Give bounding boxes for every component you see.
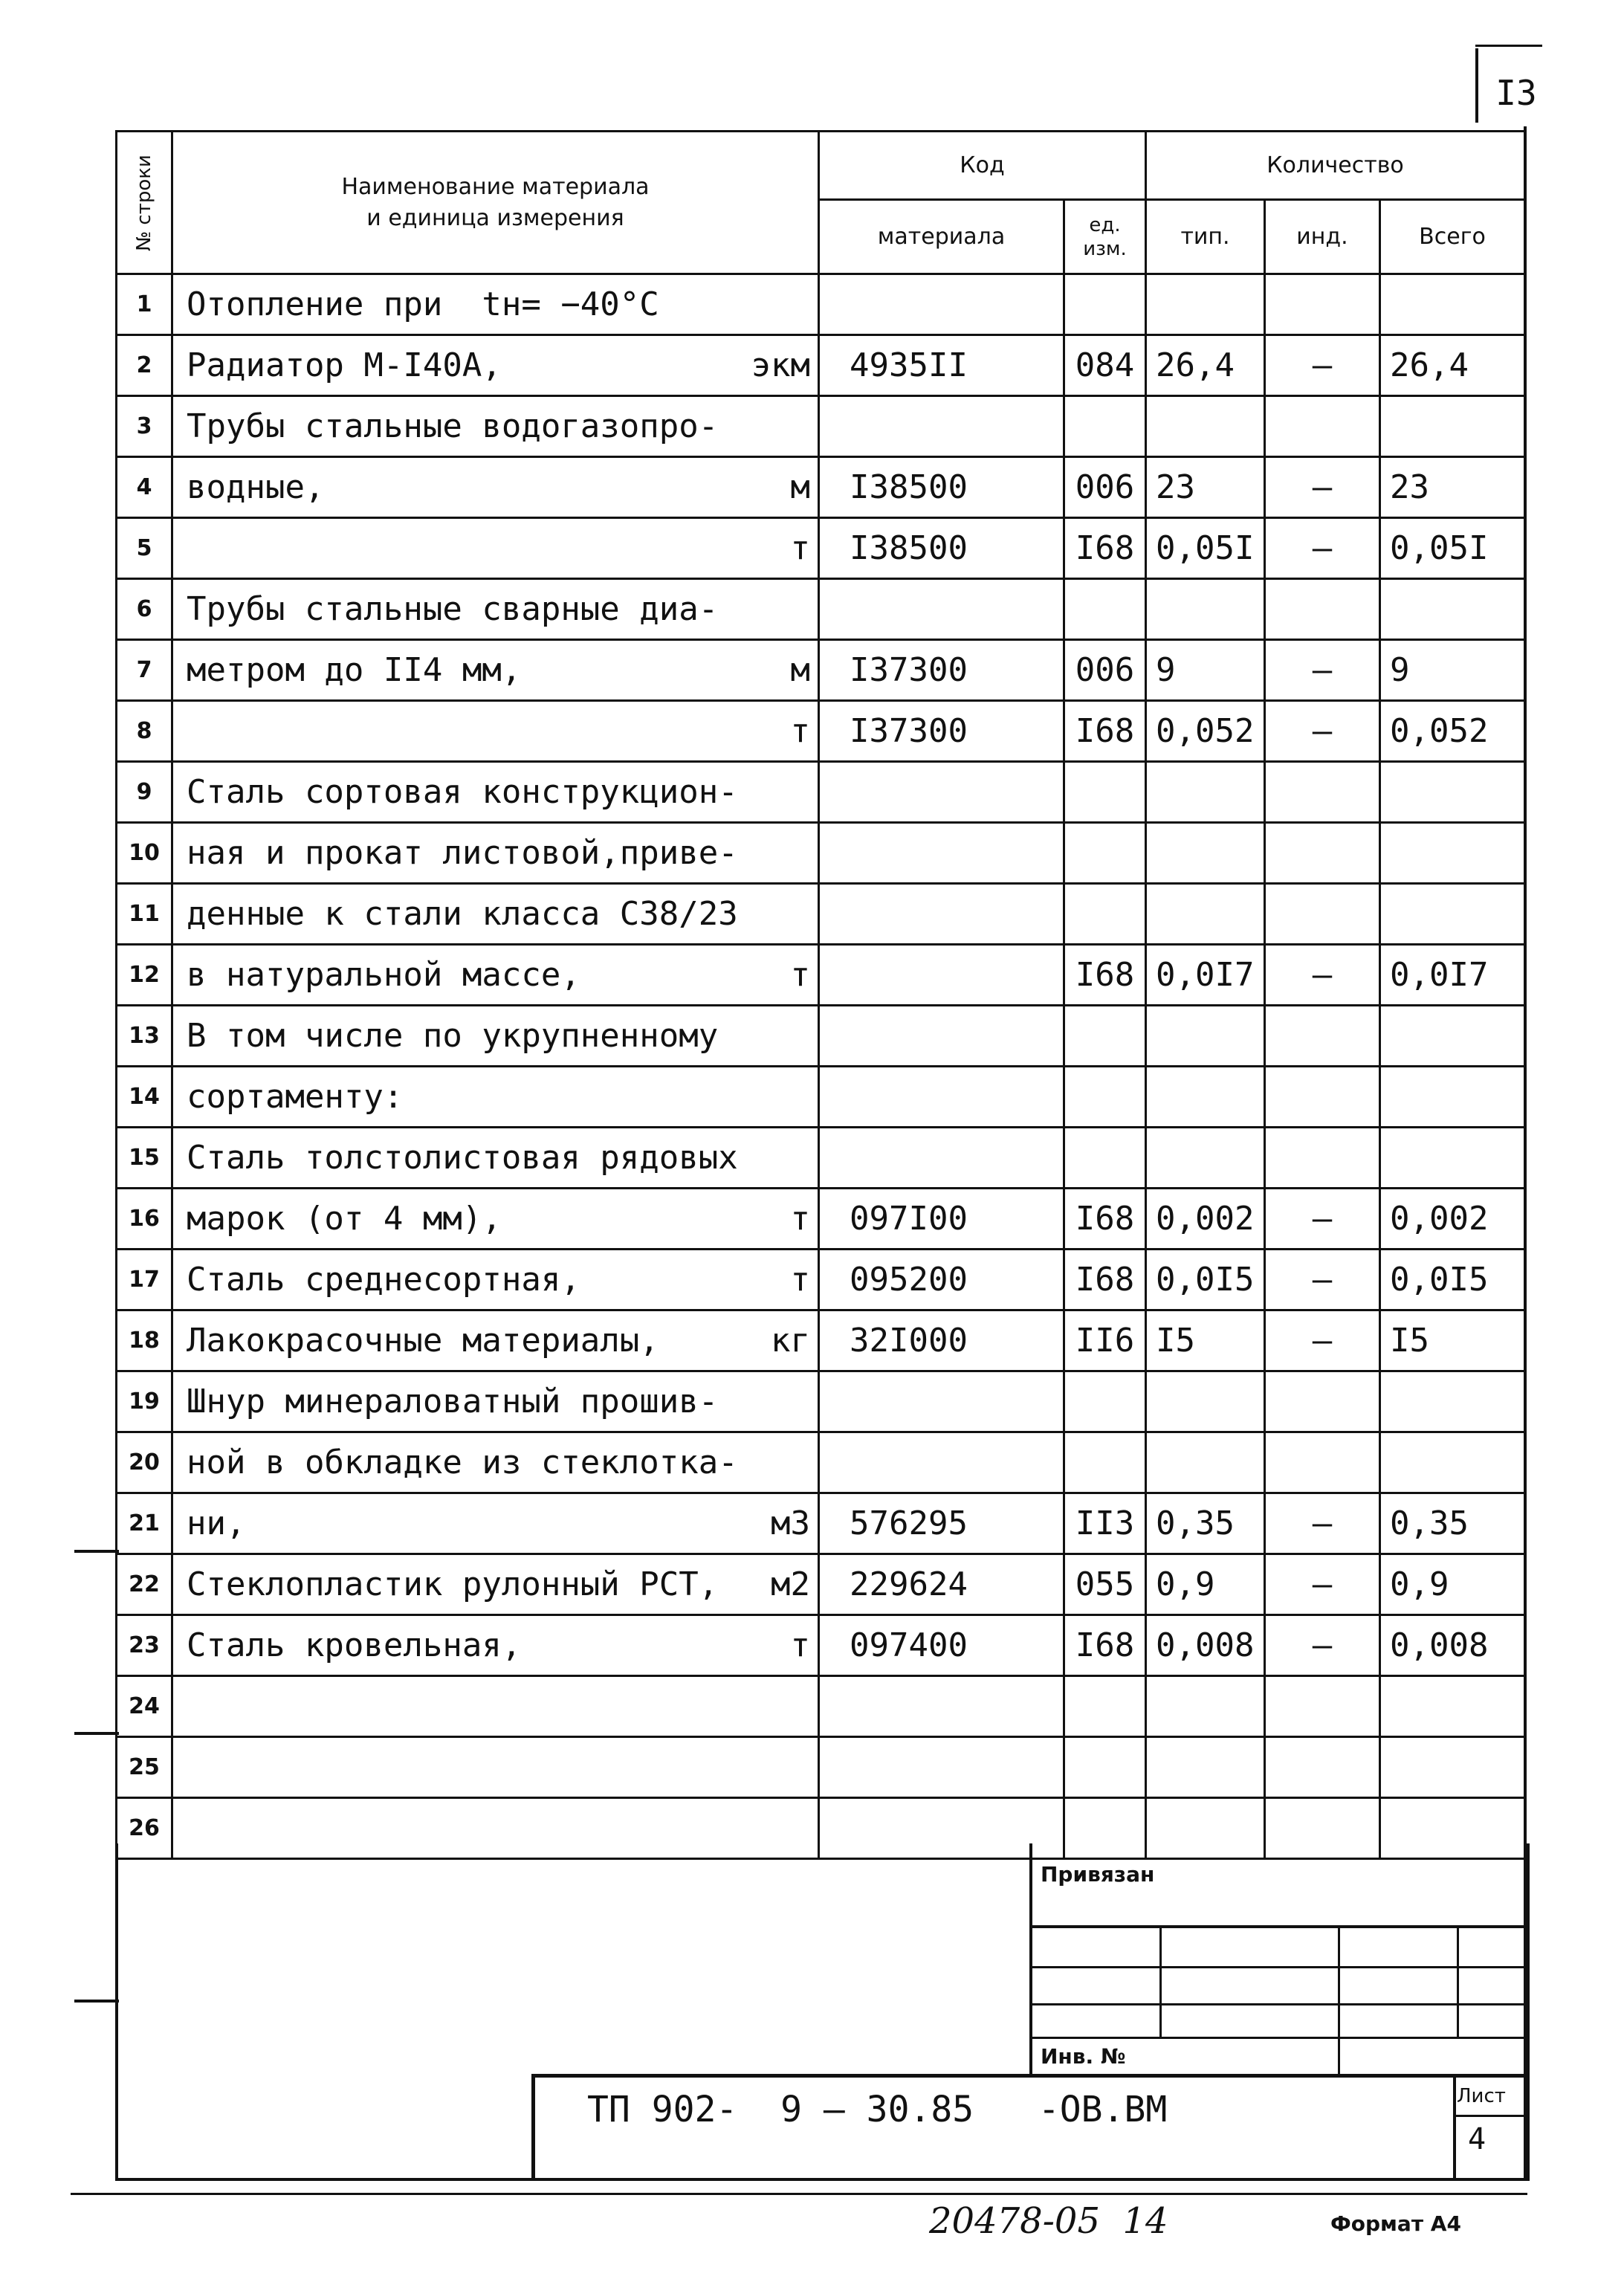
table-row bbox=[117, 701, 1525, 762]
margin-mark bbox=[74, 1732, 119, 1735]
material-name bbox=[172, 1128, 819, 1189]
qty-ind: – bbox=[1265, 1554, 1380, 1615]
qty-typ: I5 bbox=[1146, 1310, 1265, 1371]
material-name bbox=[172, 274, 819, 335]
qty-ind bbox=[1265, 823, 1380, 884]
row-number: 9 bbox=[117, 762, 172, 823]
qty-ind bbox=[1265, 396, 1380, 457]
row-number: 6 bbox=[117, 579, 172, 640]
divider bbox=[1453, 2115, 1524, 2117]
unit-code bbox=[1064, 1737, 1146, 1798]
material-name-text: водные, bbox=[187, 468, 325, 506]
unit-code: I68 bbox=[1064, 518, 1146, 579]
divider bbox=[1159, 1925, 1162, 2037]
qty-ind: – bbox=[1265, 640, 1380, 701]
qty-ind bbox=[1265, 762, 1380, 823]
unit-code: I68 bbox=[1064, 701, 1146, 762]
qty-typ: 0,0I5 bbox=[1146, 1250, 1265, 1310]
table-row bbox=[117, 1737, 1525, 1798]
qty-typ bbox=[1146, 396, 1265, 457]
material-name bbox=[172, 457, 819, 518]
unit-code bbox=[1064, 1371, 1146, 1432]
unit-code: 006 bbox=[1064, 640, 1146, 701]
qty-typ: 0,05I bbox=[1146, 518, 1265, 579]
header-qty-total: Всего bbox=[1380, 200, 1525, 274]
divider bbox=[1453, 2074, 1456, 2178]
table-row bbox=[117, 945, 1525, 1006]
row-number: 24 bbox=[117, 1676, 172, 1737]
material-name bbox=[172, 640, 819, 701]
unit-of-measure: м bbox=[790, 651, 810, 689]
qty-ind bbox=[1265, 1676, 1380, 1737]
table-row bbox=[117, 1432, 1525, 1493]
material-name bbox=[172, 1006, 819, 1067]
table-row bbox=[117, 518, 1525, 579]
unit-of-measure: экм bbox=[751, 346, 810, 384]
unit-code: 006 bbox=[1064, 457, 1146, 518]
qty-ind: – bbox=[1265, 335, 1380, 396]
qty-total: 26,4 bbox=[1380, 335, 1525, 396]
unit-code: I68 bbox=[1064, 945, 1146, 1006]
material-code bbox=[819, 1128, 1064, 1189]
qty-total bbox=[1380, 1371, 1525, 1432]
material-name bbox=[172, 1737, 819, 1798]
qty-ind: – bbox=[1265, 457, 1380, 518]
material-code: 4935II bbox=[819, 335, 1064, 396]
unit-of-measure: т bbox=[790, 1626, 810, 1664]
material-code: 32I000 bbox=[819, 1310, 1064, 1371]
unit-code bbox=[1064, 884, 1146, 945]
qty-typ: 0,0I7 bbox=[1146, 945, 1265, 1006]
material-code bbox=[819, 823, 1064, 884]
material-name-text: В том числе по укрупненному bbox=[187, 1017, 719, 1055]
material-name-text: сортаменту: bbox=[187, 1078, 404, 1116]
qty-ind bbox=[1265, 884, 1380, 945]
material-code bbox=[819, 1432, 1064, 1493]
header-qty-ind: инд. bbox=[1265, 200, 1380, 274]
material-name bbox=[172, 1493, 819, 1554]
table-row bbox=[117, 335, 1525, 396]
qty-typ bbox=[1146, 1432, 1265, 1493]
material-name-text: Сталь сортовая конструкцион- bbox=[187, 773, 738, 811]
table-row bbox=[117, 1554, 1525, 1615]
table-row bbox=[117, 1250, 1525, 1310]
material-name-text: ни, bbox=[187, 1504, 246, 1542]
row-number: 20 bbox=[117, 1432, 172, 1493]
material-name bbox=[172, 1676, 819, 1737]
qty-ind bbox=[1265, 1006, 1380, 1067]
unit-of-measure: кг bbox=[771, 1322, 810, 1360]
material-name bbox=[172, 1371, 819, 1432]
unit-of-measure: м bbox=[790, 468, 810, 506]
qty-ind: – bbox=[1265, 1310, 1380, 1371]
qty-ind: – bbox=[1265, 701, 1380, 762]
qty-typ bbox=[1146, 1067, 1265, 1128]
row-number: 14 bbox=[117, 1067, 172, 1128]
material-name bbox=[172, 1189, 819, 1250]
stamp-top-line bbox=[531, 2074, 1524, 2078]
unit-code bbox=[1064, 274, 1146, 335]
qty-ind bbox=[1265, 1737, 1380, 1798]
header-code-unit: ед. изм. bbox=[1064, 200, 1146, 274]
row-number: 17 bbox=[117, 1250, 172, 1310]
material-code: 576295 bbox=[819, 1493, 1064, 1554]
material-name-text: Сталь толстолистовая рядовых bbox=[187, 1139, 738, 1177]
stamp-left-line bbox=[531, 2074, 535, 2178]
unit-code bbox=[1064, 1676, 1146, 1737]
margin-mark bbox=[74, 2000, 119, 2003]
bottom-line bbox=[71, 2193, 1527, 2195]
qty-ind bbox=[1265, 579, 1380, 640]
qty-ind bbox=[1265, 1432, 1380, 1493]
divider bbox=[1029, 1843, 1032, 2074]
row-number: 12 bbox=[117, 945, 172, 1006]
row-number: 10 bbox=[117, 823, 172, 884]
bound-label: Привязан bbox=[1041, 1862, 1155, 1887]
table-row bbox=[117, 1067, 1525, 1128]
row-number: 1 bbox=[117, 274, 172, 335]
unit-code bbox=[1064, 1128, 1146, 1189]
row-number: 7 bbox=[117, 640, 172, 701]
qty-typ: 0,008 bbox=[1146, 1615, 1265, 1676]
material-code: I37300 bbox=[819, 701, 1064, 762]
row-number: 21 bbox=[117, 1493, 172, 1554]
table-row bbox=[117, 1128, 1525, 1189]
material-name-text: марок (от 4 мм), bbox=[187, 1200, 502, 1238]
table-row bbox=[117, 640, 1525, 701]
page-number-frame bbox=[1475, 45, 1542, 47]
material-name-text: Лакокрасочные материалы, bbox=[187, 1322, 659, 1360]
qty-typ bbox=[1146, 1006, 1265, 1067]
row-number: 11 bbox=[117, 884, 172, 945]
unit-code bbox=[1064, 396, 1146, 457]
qty-total bbox=[1380, 884, 1525, 945]
qty-typ bbox=[1146, 884, 1265, 945]
unit-of-measure: м2 bbox=[771, 1565, 810, 1603]
qty-total: 0,35 bbox=[1380, 1493, 1525, 1554]
qty-total bbox=[1380, 1737, 1525, 1798]
divider bbox=[1457, 1925, 1459, 2037]
row-number: 22 bbox=[117, 1554, 172, 1615]
page-number: I3 bbox=[1495, 73, 1537, 113]
table-row bbox=[117, 1189, 1525, 1250]
material-code: 097400 bbox=[819, 1615, 1064, 1676]
material-code: 229624 bbox=[819, 1554, 1064, 1615]
unit-code: II6 bbox=[1064, 1310, 1146, 1371]
material-name bbox=[172, 335, 819, 396]
format-label: Формат А4 bbox=[1330, 2211, 1461, 2236]
material-name bbox=[172, 1615, 819, 1676]
sheet-number: 4 bbox=[1468, 2122, 1486, 2156]
material-name bbox=[172, 884, 819, 945]
material-name bbox=[172, 1250, 819, 1310]
material-name-text: денные к стали класса С38/23 bbox=[187, 895, 738, 933]
material-code: I38500 bbox=[819, 457, 1064, 518]
qty-total bbox=[1380, 1006, 1525, 1067]
qty-typ: 26,4 bbox=[1146, 335, 1265, 396]
material-code: 095200 bbox=[819, 1250, 1064, 1310]
qty-ind: – bbox=[1265, 1615, 1380, 1676]
divider bbox=[1029, 2003, 1524, 2005]
material-code: I38500 bbox=[819, 518, 1064, 579]
row-number: 8 bbox=[117, 701, 172, 762]
table-row bbox=[117, 1006, 1525, 1067]
qty-total: 0,052 bbox=[1380, 701, 1525, 762]
material-name-text: метром до II4 мм, bbox=[187, 651, 522, 689]
material-code bbox=[819, 1006, 1064, 1067]
material-name bbox=[172, 579, 819, 640]
unit-code: II3 bbox=[1064, 1493, 1146, 1554]
qty-ind: – bbox=[1265, 1189, 1380, 1250]
material-name bbox=[172, 1554, 819, 1615]
table-row bbox=[117, 1371, 1525, 1432]
material-code bbox=[819, 579, 1064, 640]
material-code: 097I00 bbox=[819, 1189, 1064, 1250]
qty-total bbox=[1380, 1676, 1525, 1737]
row-number: 23 bbox=[117, 1615, 172, 1676]
table-row bbox=[117, 1493, 1525, 1554]
qty-typ: 0,052 bbox=[1146, 701, 1265, 762]
unit-of-measure: т bbox=[790, 529, 810, 567]
qty-total: I5 bbox=[1380, 1310, 1525, 1371]
qty-total bbox=[1380, 1067, 1525, 1128]
table-row bbox=[117, 884, 1525, 945]
qty-total bbox=[1380, 762, 1525, 823]
archive-number: 20478-05 14 bbox=[929, 2200, 1168, 2242]
unit-code: I68 bbox=[1064, 1615, 1146, 1676]
qty-typ: 0,9 bbox=[1146, 1554, 1265, 1615]
qty-total bbox=[1380, 823, 1525, 884]
material-name-text: Отопление при tн= −40°С bbox=[187, 285, 659, 323]
divider bbox=[1029, 1925, 1524, 1928]
qty-ind: – bbox=[1265, 518, 1380, 579]
qty-total: 0,002 bbox=[1380, 1189, 1525, 1250]
unit-of-measure: м3 bbox=[771, 1504, 810, 1542]
qty-ind: – bbox=[1265, 1493, 1380, 1554]
material-name bbox=[172, 1310, 819, 1371]
material-name bbox=[172, 762, 819, 823]
unit-code bbox=[1064, 762, 1146, 823]
unit-of-measure: т bbox=[790, 1261, 810, 1299]
material-code bbox=[819, 274, 1064, 335]
header-row-number: № строки bbox=[117, 132, 172, 274]
unit-code bbox=[1064, 1006, 1146, 1067]
row-number: 3 bbox=[117, 396, 172, 457]
qty-total: 0,05I bbox=[1380, 518, 1525, 579]
qty-ind bbox=[1265, 1067, 1380, 1128]
unit-code bbox=[1064, 1432, 1146, 1493]
unit-of-measure: т bbox=[790, 712, 810, 750]
divider bbox=[1029, 2037, 1524, 2039]
material-name bbox=[172, 1067, 819, 1128]
material-code bbox=[819, 945, 1064, 1006]
row-number: 19 bbox=[117, 1371, 172, 1432]
material-code bbox=[819, 1676, 1064, 1737]
qty-typ bbox=[1146, 274, 1265, 335]
material-name bbox=[172, 945, 819, 1006]
row-number: 2 bbox=[117, 335, 172, 396]
qty-total: 0,9 bbox=[1380, 1554, 1525, 1615]
table-row bbox=[117, 762, 1525, 823]
qty-total bbox=[1380, 274, 1525, 335]
material-code bbox=[819, 1371, 1064, 1432]
row-number: 5 bbox=[117, 518, 172, 579]
row-number: 26 bbox=[117, 1798, 172, 1859]
material-code bbox=[819, 762, 1064, 823]
header-quantity: Количество bbox=[1146, 132, 1525, 200]
table-row bbox=[117, 396, 1525, 457]
qty-total: 0,0I5 bbox=[1380, 1250, 1525, 1310]
unit-code: 084 bbox=[1064, 335, 1146, 396]
qty-ind bbox=[1265, 1371, 1380, 1432]
document-designation: ТП 902- 9 – 30.85 -ОВ.ВМ bbox=[587, 2089, 1168, 2130]
material-code: I37300 bbox=[819, 640, 1064, 701]
row-number: 18 bbox=[117, 1310, 172, 1371]
qty-typ: 0,35 bbox=[1146, 1493, 1265, 1554]
row-number: 4 bbox=[117, 457, 172, 518]
qty-ind: – bbox=[1265, 945, 1380, 1006]
page-number-divider bbox=[1475, 48, 1479, 123]
table-row bbox=[117, 1310, 1525, 1371]
header-code-material: материала bbox=[819, 200, 1064, 274]
material-name-text: Радиатор М-I40А, bbox=[187, 346, 502, 384]
material-name bbox=[172, 396, 819, 457]
material-name-text: Трубы стальные водогазопро- bbox=[187, 407, 719, 445]
qty-typ: 23 bbox=[1146, 457, 1265, 518]
table-row bbox=[117, 579, 1525, 640]
table-row bbox=[117, 457, 1525, 518]
inventory-label: Инв. № bbox=[1041, 2044, 1126, 2069]
unit-code: 055 bbox=[1064, 1554, 1146, 1615]
qty-typ bbox=[1146, 1371, 1265, 1432]
margin-mark bbox=[74, 1550, 119, 1553]
unit-code bbox=[1064, 1067, 1146, 1128]
material-code bbox=[819, 1067, 1064, 1128]
qty-total: 0,0I7 bbox=[1380, 945, 1525, 1006]
qty-typ: 9 bbox=[1146, 640, 1265, 701]
qty-ind bbox=[1265, 1128, 1380, 1189]
qty-typ bbox=[1146, 579, 1265, 640]
divider bbox=[1029, 1966, 1524, 1968]
qty-typ bbox=[1146, 762, 1265, 823]
unit-code bbox=[1064, 579, 1146, 640]
qty-total bbox=[1380, 1432, 1525, 1493]
unit-of-measure: т bbox=[790, 1200, 810, 1238]
qty-total bbox=[1380, 579, 1525, 640]
table-row bbox=[117, 1676, 1525, 1737]
material-name-text: Стеклопластик рулонный РСТ, bbox=[187, 1565, 719, 1603]
row-number: 16 bbox=[117, 1189, 172, 1250]
material-code bbox=[819, 1737, 1064, 1798]
qty-typ bbox=[1146, 1128, 1265, 1189]
material-code bbox=[819, 884, 1064, 945]
material-name-text: Сталь среднесортная, bbox=[187, 1261, 580, 1299]
qty-typ bbox=[1146, 1676, 1265, 1737]
header-name: Наименование материала и единица измерения bbox=[172, 132, 819, 274]
material-name bbox=[172, 518, 819, 579]
material-name bbox=[172, 823, 819, 884]
qty-total: 23 bbox=[1380, 457, 1525, 518]
material-name bbox=[172, 701, 819, 762]
divider bbox=[1338, 1925, 1340, 2074]
table-row bbox=[117, 274, 1525, 335]
qty-ind: – bbox=[1265, 1250, 1380, 1310]
unit-code: I68 bbox=[1064, 1250, 1146, 1310]
material-name-text: ной в обкладке из стеклотка- bbox=[187, 1444, 738, 1481]
material-code bbox=[819, 396, 1064, 457]
header-qty-typ: тип. bbox=[1146, 200, 1265, 274]
qty-total bbox=[1380, 1128, 1525, 1189]
row-number: 25 bbox=[117, 1737, 172, 1798]
material-name-text: Шнур минераловатный прошив- bbox=[187, 1383, 719, 1420]
material-name-text: Трубы стальные сварные диа- bbox=[187, 590, 719, 628]
qty-total: 0,008 bbox=[1380, 1615, 1525, 1676]
table-row bbox=[117, 823, 1525, 884]
row-number: 13 bbox=[117, 1006, 172, 1067]
sheet-label: Лист bbox=[1457, 2085, 1506, 2107]
unit-code bbox=[1064, 823, 1146, 884]
header-code: Код bbox=[819, 132, 1146, 200]
material-name-text: Сталь кровельная, bbox=[187, 1626, 522, 1664]
qty-total: 9 bbox=[1380, 640, 1525, 701]
material-name-text: ная и прокат листовой,приве- bbox=[187, 834, 738, 872]
qty-typ bbox=[1146, 823, 1265, 884]
materials-table bbox=[115, 130, 1526, 1860]
table-row bbox=[117, 1615, 1525, 1676]
material-name bbox=[172, 1432, 819, 1493]
material-name-text: в натуральной массе, bbox=[187, 956, 580, 994]
qty-typ: 0,002 bbox=[1146, 1189, 1265, 1250]
qty-typ bbox=[1146, 1737, 1265, 1798]
row-number: 15 bbox=[117, 1128, 172, 1189]
qty-total bbox=[1380, 396, 1525, 457]
unit-of-measure: т bbox=[790, 956, 810, 994]
unit-code: I68 bbox=[1064, 1189, 1146, 1250]
qty-ind bbox=[1265, 274, 1380, 335]
